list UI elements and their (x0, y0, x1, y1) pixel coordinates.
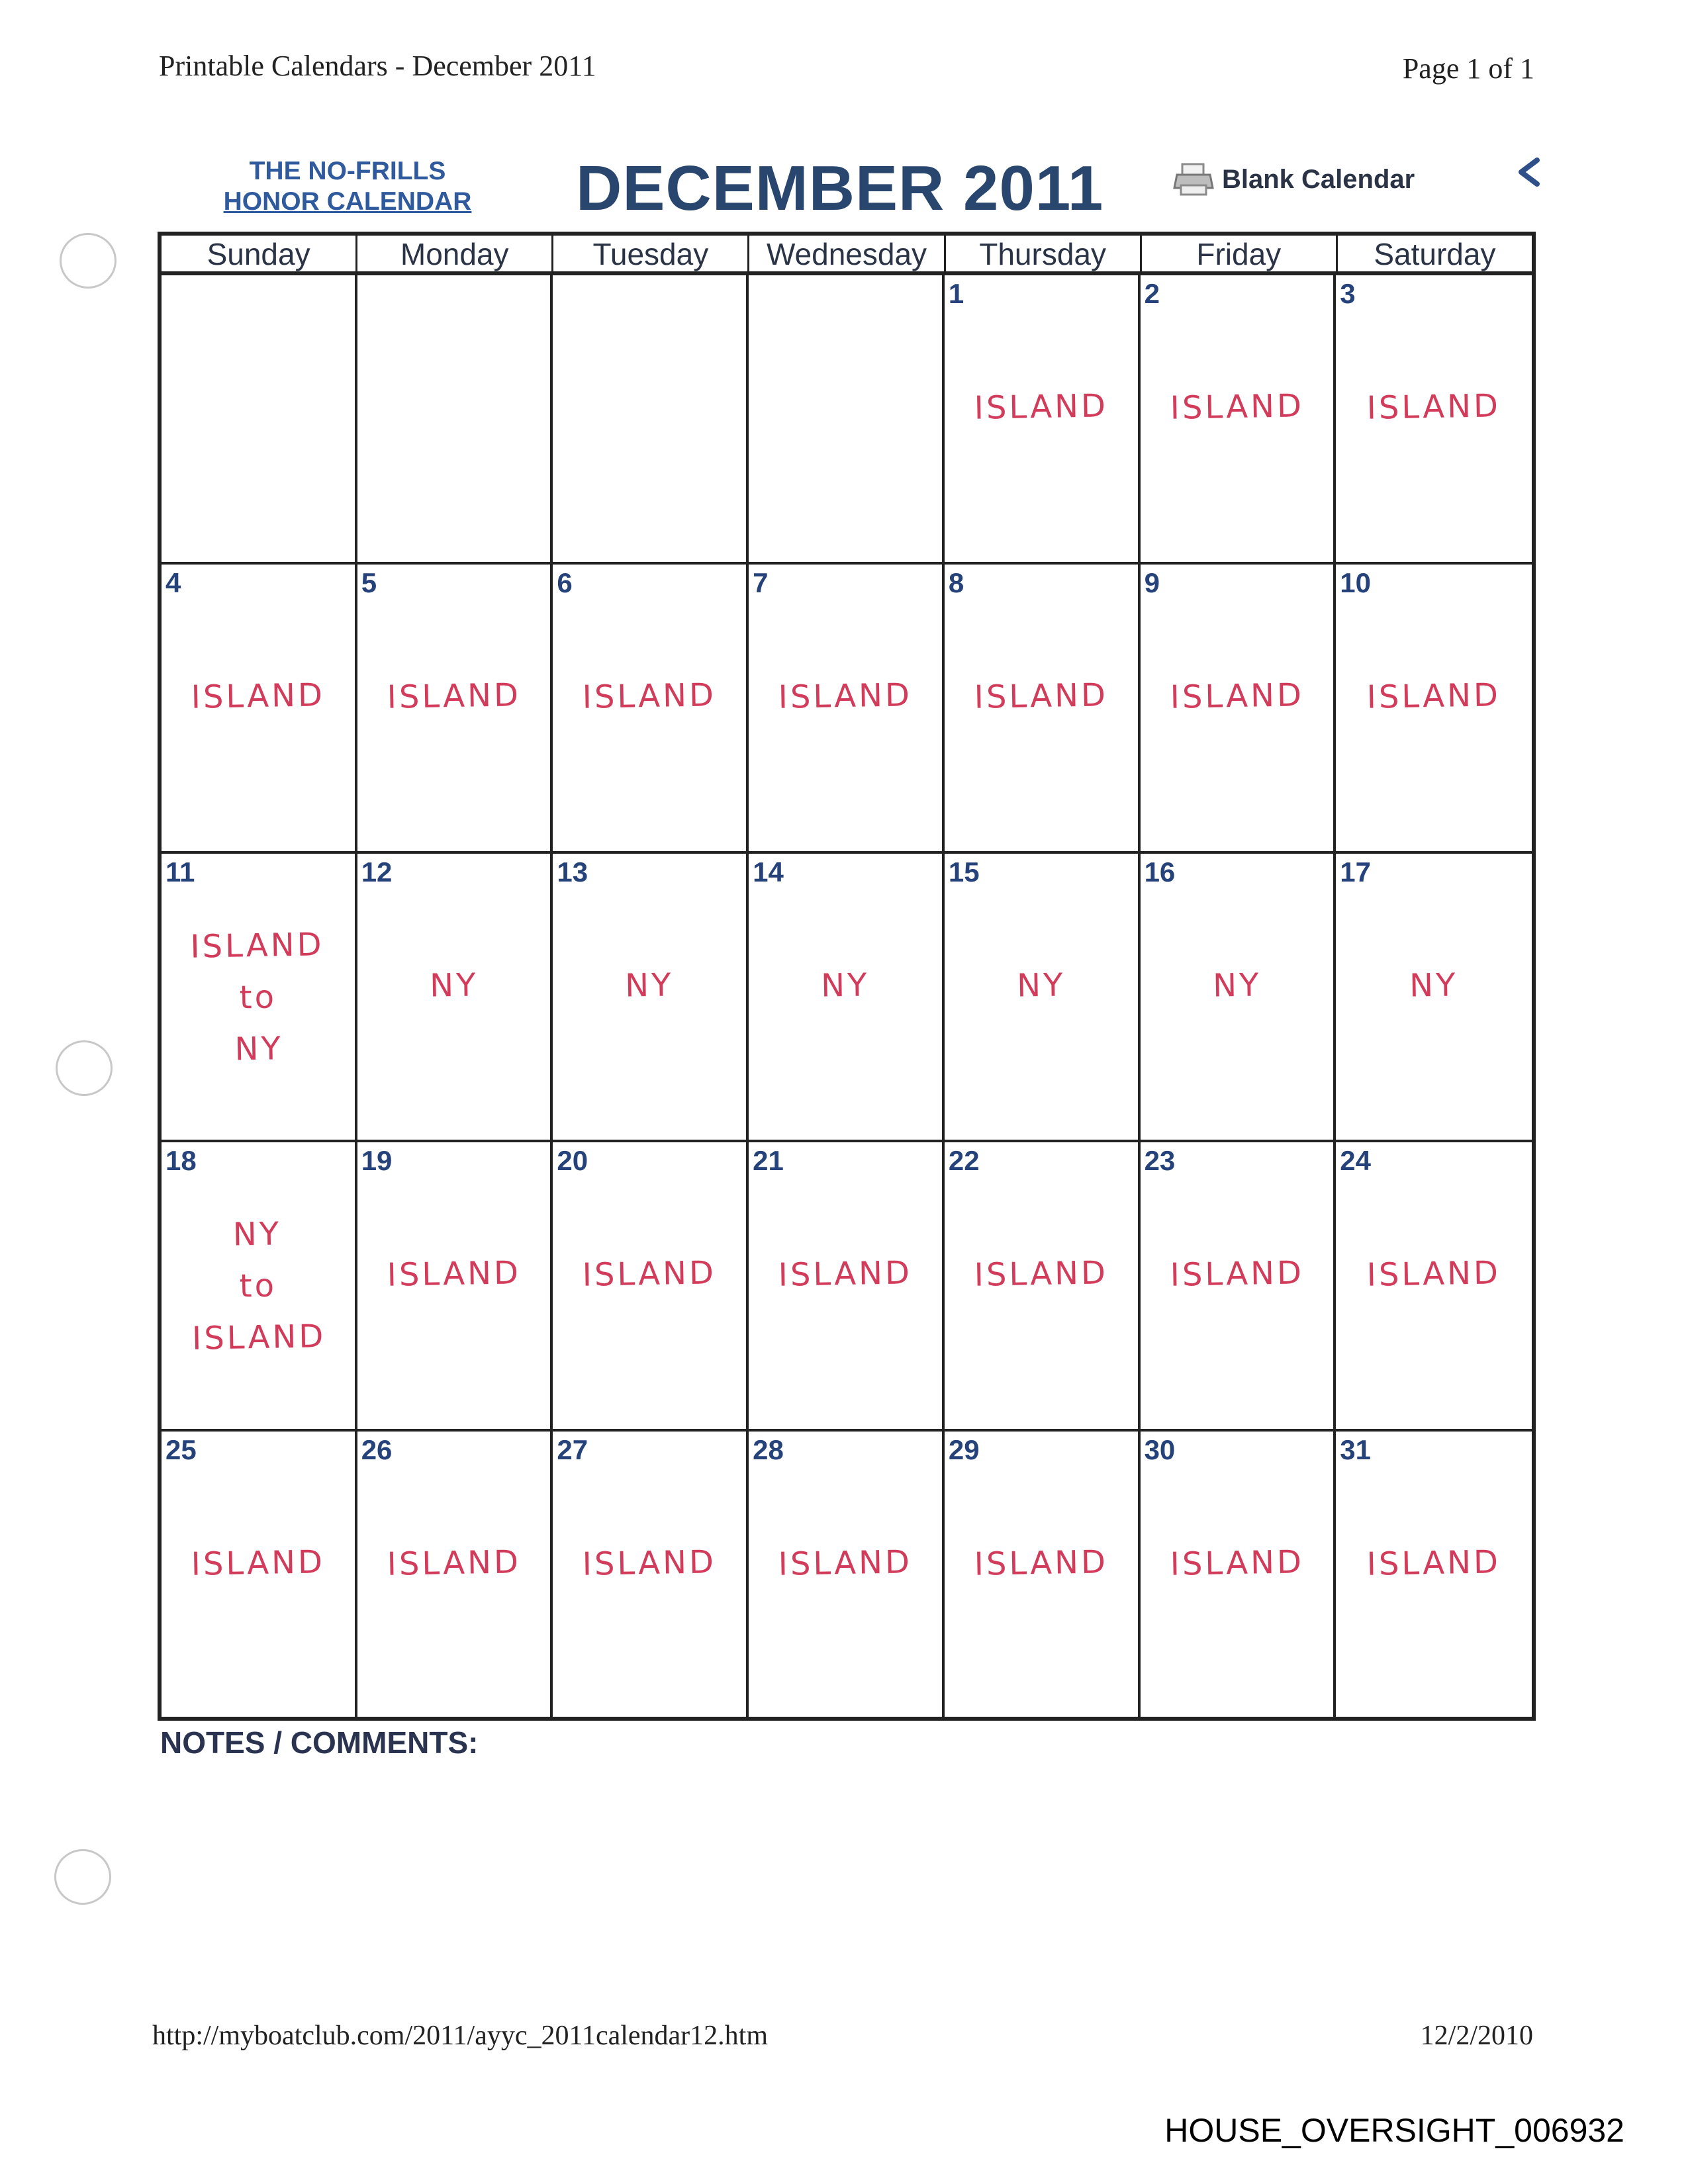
handwritten-note (1140, 379, 1334, 434)
day-cell (1336, 275, 1532, 565)
handwritten-note (553, 958, 747, 1013)
day-number: 24 (1340, 1145, 1371, 1177)
handwritten-note-line: ISLAND (191, 1543, 326, 1583)
handwritten-note-line: ISLAND (974, 676, 1109, 716)
day-cell (749, 1142, 945, 1432)
handwritten-note (160, 918, 356, 1076)
handwritten-note-line: ISLAND (582, 676, 717, 716)
weekday-tuesday: Tuesday (553, 236, 749, 271)
handwritten-note-line: ISLAND (386, 1543, 522, 1583)
handwritten-note (748, 958, 942, 1013)
handwritten-note (944, 668, 1138, 723)
day-cell (553, 565, 749, 854)
handwritten-note-line: NY (429, 966, 479, 1005)
day-number: 27 (557, 1434, 588, 1466)
day-number: 3 (1340, 278, 1356, 309)
handwritten-note (553, 1247, 747, 1302)
day-cell (553, 1142, 749, 1432)
blank-calendar-link[interactable] (1173, 161, 1415, 197)
no-frills-line-2: HONOR CALENDAR (223, 187, 472, 216)
handwritten-note-line: ISLAND (1169, 1254, 1304, 1295)
day-cell (162, 854, 357, 1143)
handwritten-note (1336, 379, 1532, 434)
chevron-left-icon[interactable] (1516, 156, 1542, 188)
handwritten-note-line: ISLAND (191, 676, 326, 716)
handwritten-note-line: ISLAND (974, 387, 1109, 427)
handwritten-note (748, 1536, 942, 1591)
day-cell (357, 1142, 553, 1432)
day-number: 9 (1144, 567, 1160, 598)
handwritten-note-line: NY (1212, 966, 1262, 1005)
footer-url: http://myboatclub.com/2011/ayyc_2011calendar12.htm (152, 2021, 769, 2051)
handwritten-note-line: ISLAND (974, 1543, 1109, 1583)
handwritten-note-line: ISLAND (582, 1543, 717, 1583)
handwritten-note (748, 668, 942, 723)
day-cell (749, 565, 945, 854)
weekday-monday: Monday (357, 236, 553, 271)
day-cell (1141, 565, 1336, 854)
handwritten-note-line: ISLAND (582, 1254, 717, 1295)
day-cell (162, 1432, 357, 1721)
day-cell (1141, 854, 1336, 1143)
blank-calendar-label: Blank Calendar (1222, 164, 1415, 194)
handwritten-note (944, 1247, 1138, 1302)
day-number: 18 (165, 1145, 197, 1177)
handwritten-note (160, 1207, 356, 1365)
day-cell (749, 275, 945, 565)
day-number: 2 (1144, 278, 1160, 309)
weekday-saturday: Saturday (1374, 237, 1496, 271)
handwritten-note-line: ISLAND (778, 676, 913, 716)
handwritten-note (1336, 1536, 1532, 1591)
calendar-title: DECEMBER 2011 (576, 153, 1104, 224)
day-number: 12 (361, 856, 393, 887)
day-cell (749, 854, 945, 1143)
handwritten-note-line: NY (1409, 966, 1459, 1005)
day-cell (162, 565, 357, 854)
handwritten-note-line: to (239, 978, 277, 1017)
day-number: 17 (1340, 856, 1371, 887)
handwritten-note (1336, 668, 1532, 723)
handwritten-note (161, 668, 355, 723)
day-number: 30 (1144, 1434, 1176, 1466)
handwritten-note (1140, 668, 1334, 723)
handwritten-note-line: NY (820, 966, 870, 1005)
handwritten-note (944, 958, 1138, 1013)
binder-hole-bottom (54, 1849, 111, 1905)
day-number: 1 (948, 278, 964, 309)
weekday-friday: Friday (1142, 236, 1338, 271)
day-cell (945, 275, 1141, 565)
handwritten-note-line: ISLAND (1366, 1254, 1501, 1295)
day-number: 7 (753, 567, 769, 598)
day-number: 20 (557, 1145, 588, 1177)
handwritten-note-line: ISLAND (1169, 676, 1304, 716)
day-cell (1141, 1142, 1336, 1432)
print-header-title: Printable Calendars - December 2011 (159, 50, 596, 82)
handwritten-note-line: ISLAND (778, 1254, 913, 1295)
handwritten-note (1336, 1247, 1532, 1302)
day-cell (553, 1432, 749, 1721)
handwritten-note (748, 1247, 942, 1302)
day-cell (162, 275, 357, 565)
handwritten-note-line: ISLAND (974, 1254, 1109, 1295)
day-number: 14 (753, 856, 784, 887)
day-number: 19 (361, 1145, 393, 1177)
day-number: 5 (361, 567, 377, 598)
no-frills-honor-calendar-link[interactable] (199, 156, 496, 217)
handwritten-note-line: ISLAND (191, 1318, 326, 1358)
handwritten-note (357, 668, 551, 723)
handwritten-note (1140, 1536, 1334, 1591)
handwritten-note (944, 1536, 1138, 1591)
handwritten-note-line: NY (1016, 966, 1066, 1005)
day-cell (1336, 565, 1532, 854)
weekday-sunday: Sunday (162, 236, 357, 271)
day-number: 6 (557, 567, 573, 598)
day-number: 28 (753, 1434, 784, 1466)
day-cell (945, 1142, 1141, 1432)
handwritten-note (357, 1247, 551, 1302)
handwritten-note (553, 1536, 747, 1591)
handwritten-note-line: NY (625, 966, 675, 1005)
handwritten-note-line: ISLAND (1366, 387, 1501, 427)
day-cell (1141, 275, 1336, 565)
handwritten-note-line: NY (232, 1215, 282, 1254)
handwritten-note-line: ISLAND (189, 925, 325, 966)
handwritten-note-line: ISLAND (778, 1543, 913, 1583)
weekday-header-row (162, 236, 1532, 275)
weekday-thursday: Thursday (946, 236, 1142, 271)
day-number: 4 (165, 567, 181, 598)
day-cell (1336, 854, 1532, 1143)
handwritten-note (1140, 1247, 1334, 1302)
handwritten-note (161, 1536, 355, 1591)
handwritten-note (1336, 958, 1532, 1013)
day-cell (945, 1432, 1141, 1721)
day-cell (1141, 1432, 1336, 1721)
day-number: 23 (1144, 1145, 1176, 1177)
day-number: 21 (753, 1145, 784, 1177)
handwritten-note-line: ISLAND (386, 1254, 522, 1295)
day-cell (357, 1432, 553, 1721)
handwritten-note (357, 1536, 551, 1591)
day-cell (357, 565, 553, 854)
weekday-wednesday: Wednesday (749, 236, 945, 271)
handwritten-note-line: ISLAND (1169, 1543, 1304, 1583)
binder-hole-top (60, 233, 117, 289)
day-number: 31 (1340, 1434, 1371, 1466)
handwritten-note (553, 668, 747, 723)
no-frills-line-1: THE NO-FRILLS (249, 157, 446, 185)
day-cell (945, 854, 1141, 1143)
bates-number: HOUSE_OVERSIGHT_006932 (1164, 2112, 1624, 2149)
footer-date: 12/2/2010 (1420, 2021, 1533, 2051)
print-header-page: Page 1 of 1 (1402, 52, 1534, 85)
day-number: 8 (948, 567, 964, 598)
day-cell (1336, 1432, 1532, 1721)
calendar-grid (158, 232, 1536, 1721)
day-number: 22 (948, 1145, 980, 1177)
handwritten-note-line: NY (234, 1029, 284, 1068)
day-cell (357, 854, 553, 1143)
day-cell (1336, 1142, 1532, 1432)
handwritten-note (944, 379, 1138, 434)
handwritten-note-line: ISLAND (1366, 676, 1501, 716)
notes-comments-label: NOTES / COMMENTS: (160, 1725, 479, 1760)
day-cell (749, 1432, 945, 1721)
day-number: 25 (165, 1434, 197, 1466)
day-number: 16 (1144, 856, 1176, 887)
handwritten-note (1140, 958, 1334, 1013)
day-cell (553, 854, 749, 1143)
day-number: 13 (557, 856, 588, 887)
day-cell (357, 275, 553, 565)
day-cell (553, 275, 749, 565)
day-number: 10 (1340, 567, 1371, 598)
day-number: 15 (948, 856, 980, 887)
day-cell (945, 565, 1141, 854)
binder-hole-middle (56, 1040, 113, 1096)
calendar-days (162, 275, 1532, 1721)
day-number: 11 (165, 856, 195, 887)
handwritten-note-line: ISLAND (386, 676, 522, 716)
printer-icon (1173, 161, 1215, 197)
handwritten-note (357, 958, 551, 1013)
handwritten-note-line: to (239, 1267, 277, 1305)
handwritten-note-line: ISLAND (1169, 387, 1304, 427)
day-number: 29 (948, 1434, 980, 1466)
handwritten-note-line: ISLAND (1366, 1543, 1501, 1583)
day-number: 26 (361, 1434, 393, 1466)
day-cell (162, 1142, 357, 1432)
